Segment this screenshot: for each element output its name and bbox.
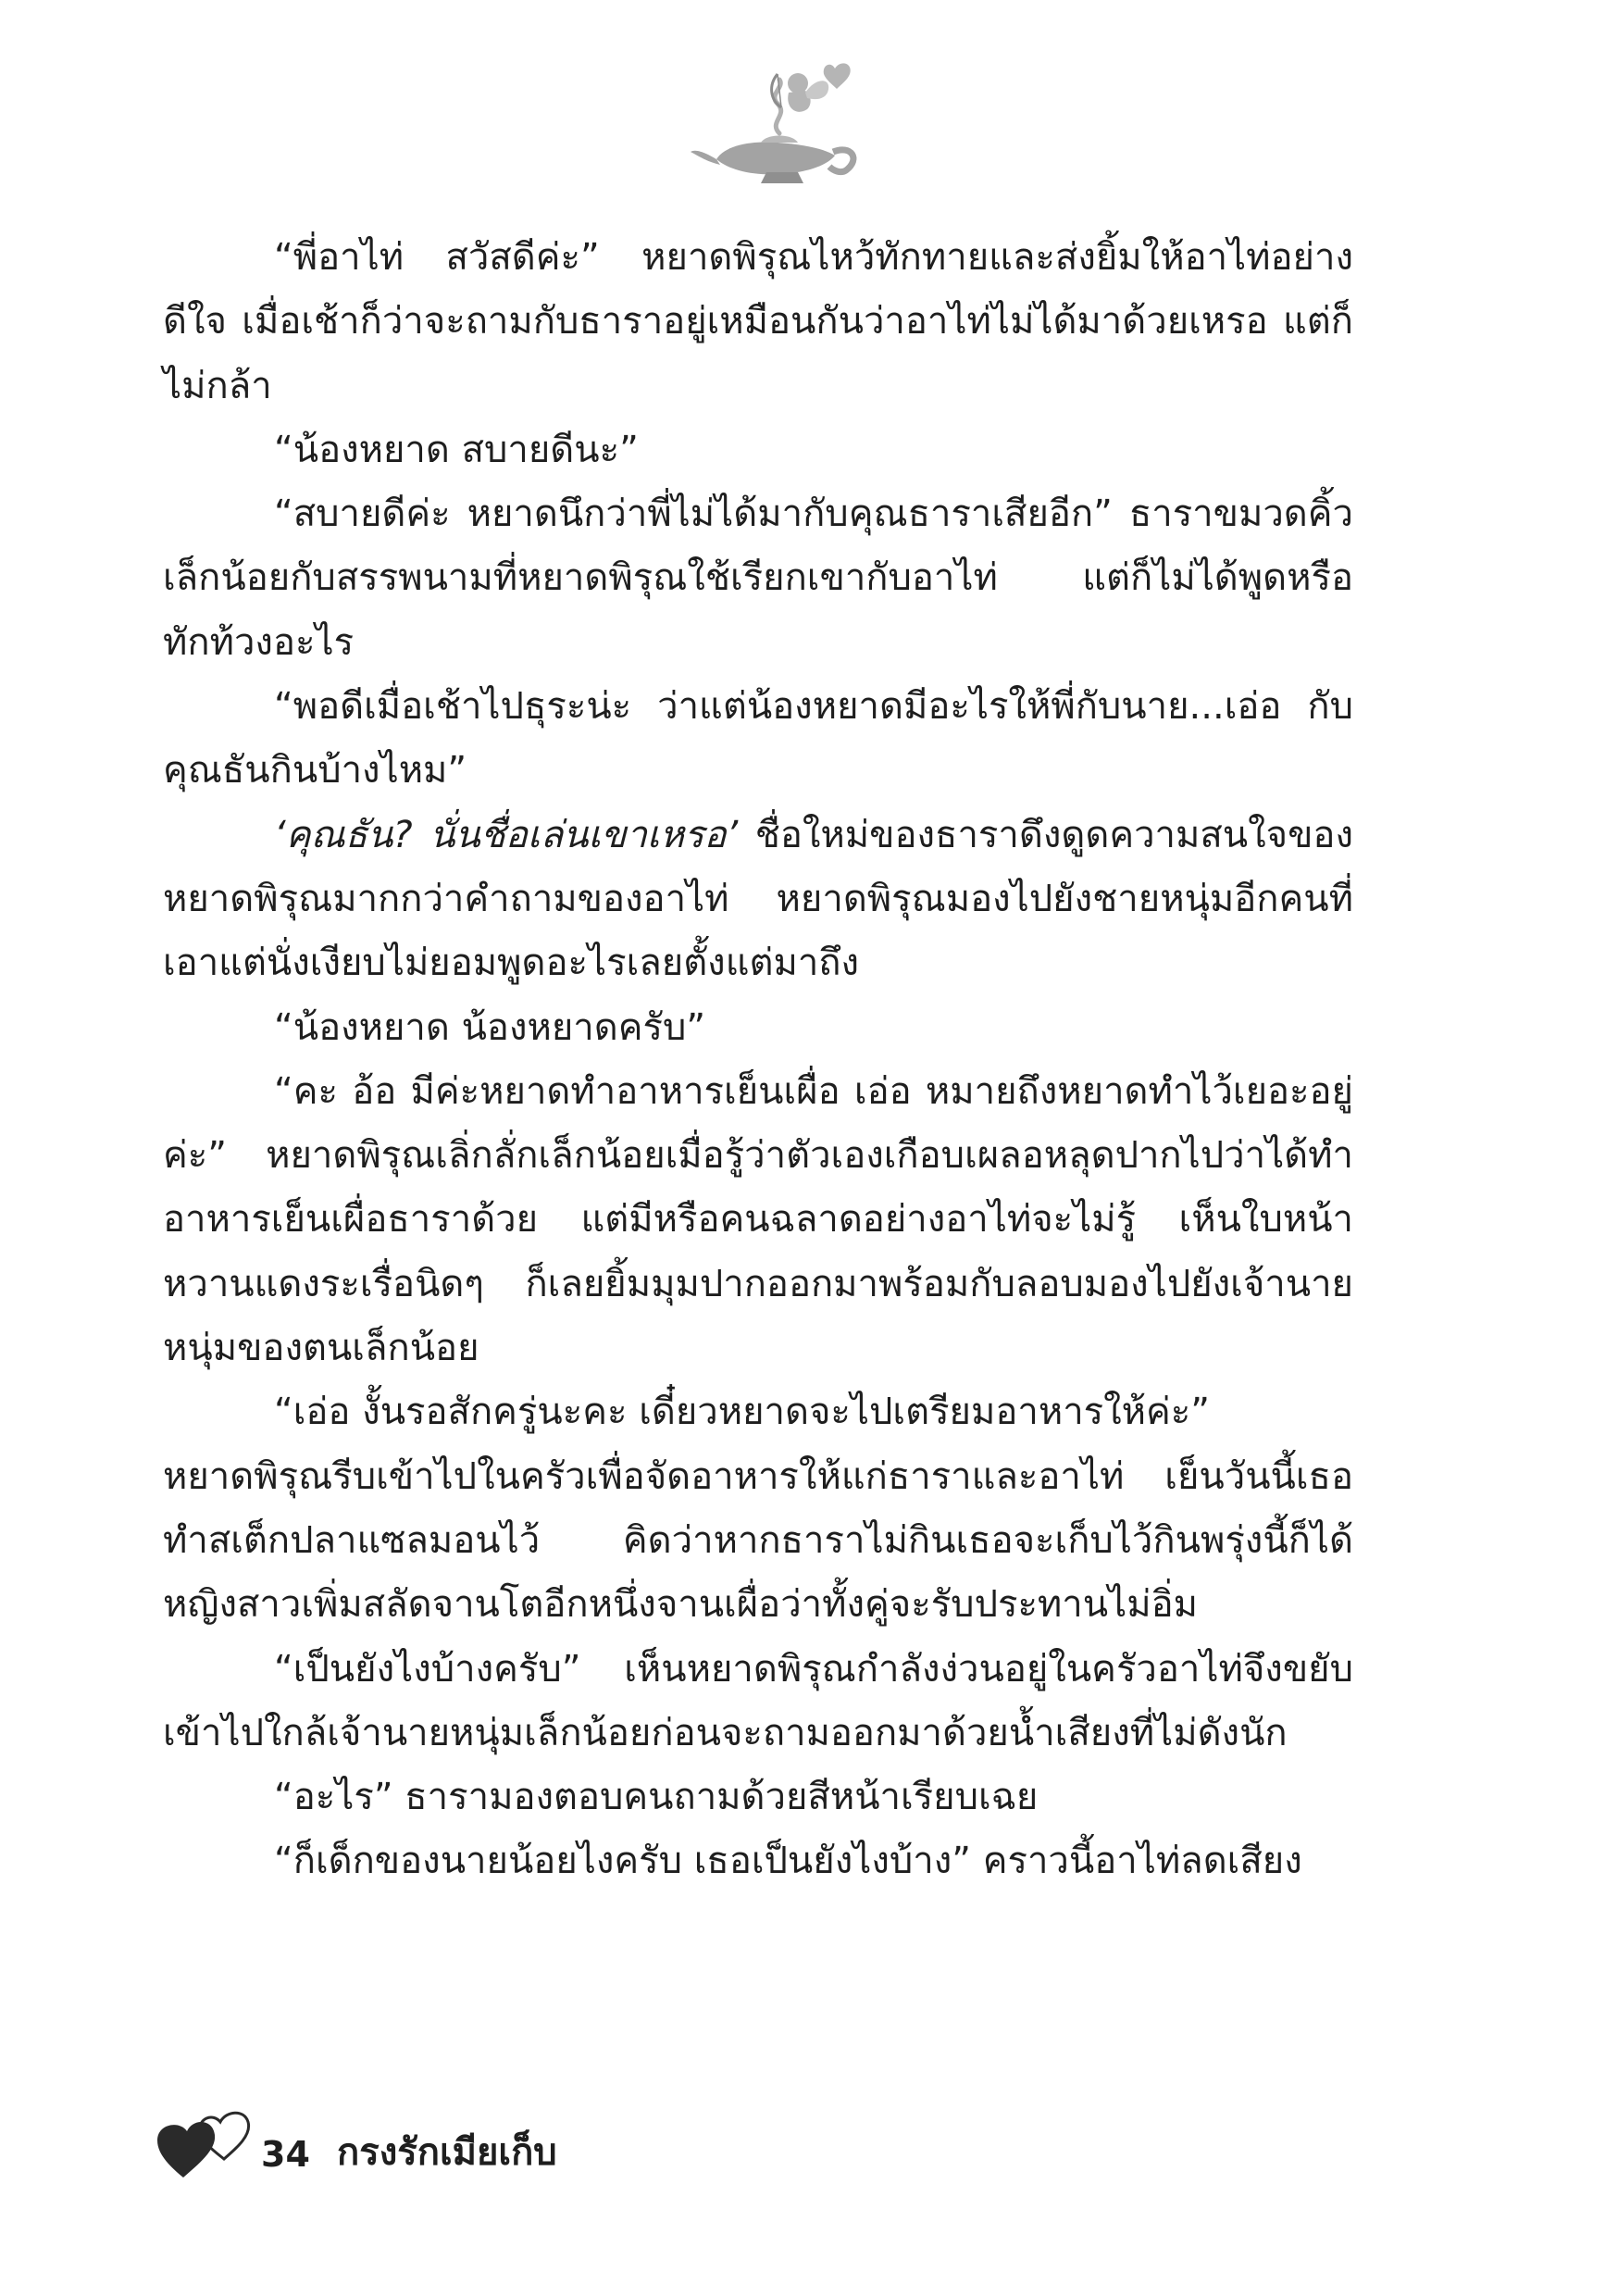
paragraph-8: “เอ่อ งั้นรอสักครู่นะคะ เดี๋ยวหยาดจะไปเตรียมอาหารให้ค่ะ” xyxy=(274,1391,1211,1434)
paragraph-12: “ก็เด็กของนายน้อยไงครับ เธอเป็นยังไงบ้าง” คราวนี้อาไท่ลดเสียง xyxy=(274,1840,1302,1883)
story-text xyxy=(163,226,1353,1894)
paragraph-5-text: ชื่อใหม่ของธาราดึงดูดความสนใจของหยาดพิรุณมากกว่าคำถามของอาไท่ หยาดพิรุณมองไปยังชายหนุ่มอีกคนที่เอาแต่นั่งเงียบไม่ยอมพูดอะไรเลยตั้งแต่มาถึง xyxy=(163,813,1353,985)
paragraph-7: “คะ อ้อ มีค่ะหยาดทำอาหารเย็นเผื่อ เอ่อ หมายถึงหยาดทำไว้เยอะอยู่ค่ะ” หยาดพิรุณเลิ่กลั่กเล็กน้อยเมื่อรู้ว่าตัวเองเกือบเผลอหลุดปากไปว่าได้ทำอาหารเย็นเผื่อธาราด้วย แต่มีหรือคนฉลาดอย่างอาไท่จะไม่รู้ เห็นใบหน้าหวานแดงระเรื่อนิดๆ ก็เลยยิ้มมุมปากออกมาพร้อมกับลอบมองไปยังเจ้านายหนุ่มของตนเล็กน้อย xyxy=(163,1069,1353,1370)
page-footer xyxy=(156,2107,711,2190)
hearts-icon xyxy=(156,2107,257,2181)
paragraph-2: “น้องหยาด สบายดีนะ” xyxy=(274,428,639,471)
paragraph-4: “พอดีเมื่อเช้าไปธุระน่ะ ว่าแต่น้องหยาดมีอะไรให้พี่กับนาย...เอ่อ กับคุณธันกินบ้างไหม” xyxy=(163,685,1353,792)
paragraph-5 xyxy=(163,804,1353,996)
paragraph-9: หยาดพิรุณรีบเข้าไปในครัวเพื่อจัดอาหารให้แก่ธาราและอาไท่ เย็นวันนี้เธอทำสเต็กปลาแซลมอนไว้ คิดว่าหากธาราไม่กินเธอจะเก็บไว้กินพรุ่งนี้ก็ได้ หญิงสาวเพิ่มสลัดจานโตอีกหนึ่งจานเผื่อว่าทั้งคู่จะรับประทานไม่อิ่ม xyxy=(163,1454,1353,1627)
paragraph-11: “อะไร” ธารามองตอบคนถามด้วยสีหน้าเรียบเฉย xyxy=(274,1776,1039,1819)
paragraph-6: “น้องหยาด น้องหยาดครับ” xyxy=(274,1005,706,1049)
paragraph-10: “เป็นยังไงบ้างครับ” เห็นหยาดพิรุณกำลังง่วนอยู่ในครัวอาไท่จึงขยับเข้าไปใกล้เจ้านายหนุ่มเล็กน้อยก่อนจะถามออกมาด้วยน้ำเสียงที่ไม่ดังนัก xyxy=(163,1647,1353,1754)
italic-thought: ‘คุณธัน? นั่นชื่อเล่นเขาเหรอ’ xyxy=(274,813,739,856)
book-title: กรงรักเมียเก็บ xyxy=(337,2131,557,2174)
paragraph-3: “สบายดีค่ะ หยาดนึกว่าพี่ไม่ได้มากับคุณธาราเสียอีก” ธาราขมวดคิ้วเล็กน้อยกับสรรพนามที่หยาดพิรุณใช้เรียกเขากับอาไท่ แต่ก็ไม่ได้พูดหรือทักท้วงอะไร xyxy=(163,493,1353,664)
paragraph-1: “พี่อาไท่ สวัสดีค่ะ” หยาดพิรุณไหว้ทักทายและส่งยิ้มให้อาไท่อย่างดีใจ เมื่อเช้าก็ว่าจะถามกับธาราอยู่เหมือนกันว่าอาไท่ไม่ได้มาด้วยเหรอ แต่ก็ไม่กล้า xyxy=(163,236,1353,407)
cupid-lamp-ornament-icon xyxy=(689,56,865,194)
page-number: 34 xyxy=(261,2134,310,2175)
